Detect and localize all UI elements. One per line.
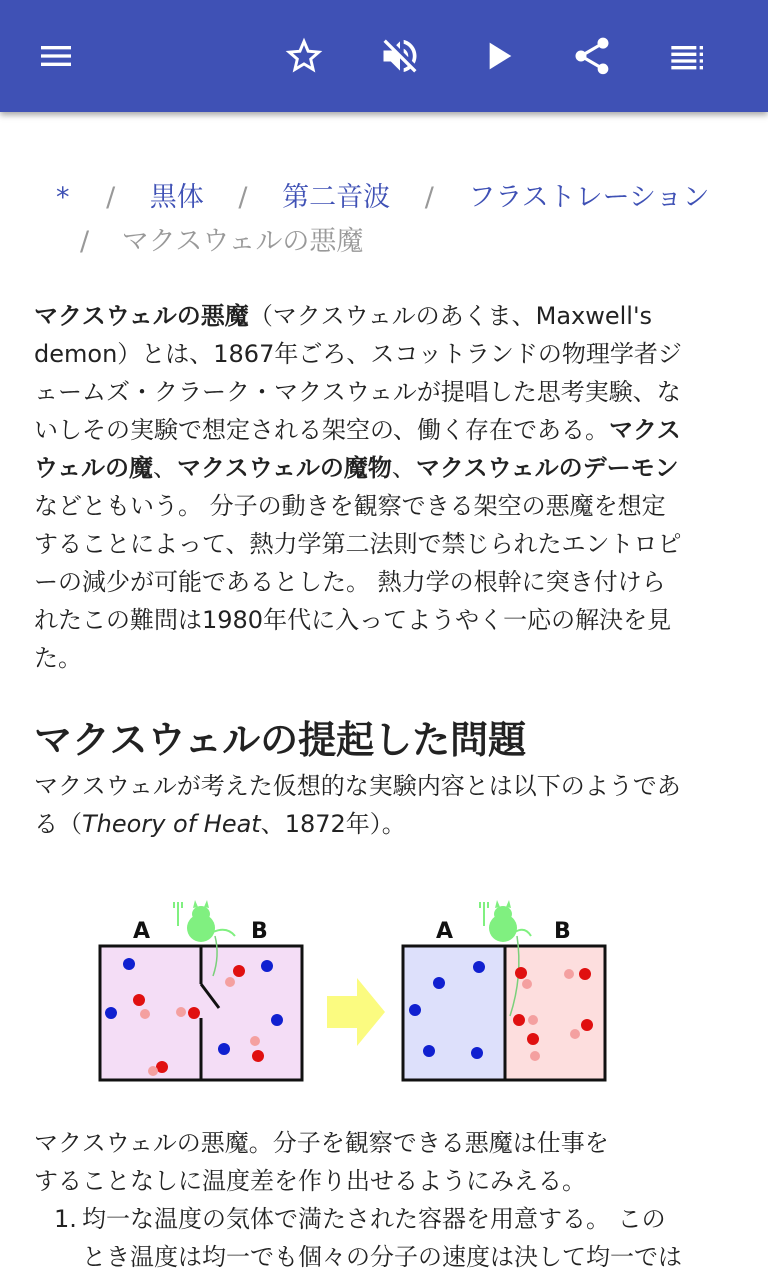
book-title: Theory of Heat (82, 810, 261, 838)
mute-button[interactable] (372, 28, 428, 84)
breadcrumb-item-second-sound[interactable]: 第二音波 (282, 182, 391, 213)
article-title-bold: マクスウェルの悪魔 (34, 302, 249, 330)
label-a-left: A (133, 919, 151, 944)
play-icon (478, 36, 518, 76)
list-number: 1. (54, 1205, 77, 1233)
demon-icon (174, 900, 235, 942)
breadcrumb-separator: / (106, 182, 116, 213)
star-outline-icon (282, 34, 326, 78)
transition-arrow (327, 978, 385, 1046)
menu-button[interactable] (28, 28, 84, 84)
breadcrumb-separator: / (80, 226, 90, 257)
breadcrumb-separator: / (238, 182, 248, 213)
section-paragraph: マクスウェルが考えた仮想的な実験内容とは以下のようであ る（Theory of Heat、1872年）。 (34, 772, 681, 838)
figure-caption: マクスウェルの悪魔。分子を観察できる悪魔は仕事を することなしに温度差を作り出せるようにみえる。 (34, 1129, 609, 1195)
demon-icon (480, 900, 531, 942)
app-bar (0, 0, 768, 112)
intro-paragraph: マクスウェルの悪魔（マクスウェルのあくま、Maxwell's demon）とは、1867年ごろ、スコットランドの物理学者ジ ェームズ・クラーク・マクスウェルが提唱した思考実験、な いしその実験で想定される架空の、働く存在である。マクス ウェルの魔、マクスウェルの魔物、マクスウェルのデーモン などともいう。 分子の動きを観察できる架空の悪魔を想定 することによって、熱力学第二法則で禁じられたエントロピ ーの減少が可能であるとした。 熱力学の根幹に突き付けら れたこの難問は1980年代に入ってようやく一応の解決を見 た。 (34, 302, 682, 672)
maxwell-demon-figure[interactable] (95, 896, 615, 1086)
menu-icon (36, 36, 76, 76)
breadcrumb-separator: / (424, 182, 434, 213)
section-heading: マクスウェルの提起した問題 (34, 718, 527, 762)
share-icon (570, 34, 614, 78)
playlist-button[interactable] (660, 28, 716, 84)
label-a-right: A (436, 919, 454, 944)
label-b-right: B (554, 919, 571, 944)
share-button[interactable] (564, 28, 620, 84)
breadcrumb-current: マクスウェルの悪魔 (121, 226, 364, 257)
breadcrumb-item-root[interactable]: * (56, 182, 70, 213)
bookmark-button[interactable] (276, 28, 332, 84)
playlist-icon (668, 36, 708, 76)
label-b-left: B (251, 919, 268, 944)
volume-off-icon (378, 34, 422, 78)
breadcrumb-item-frustration[interactable]: フラストレーション (468, 182, 710, 213)
play-button[interactable] (470, 28, 526, 84)
maxwell-demon-diagram (95, 896, 615, 1086)
breadcrumb-item-blackbody[interactable]: 黒体 (149, 182, 204, 213)
